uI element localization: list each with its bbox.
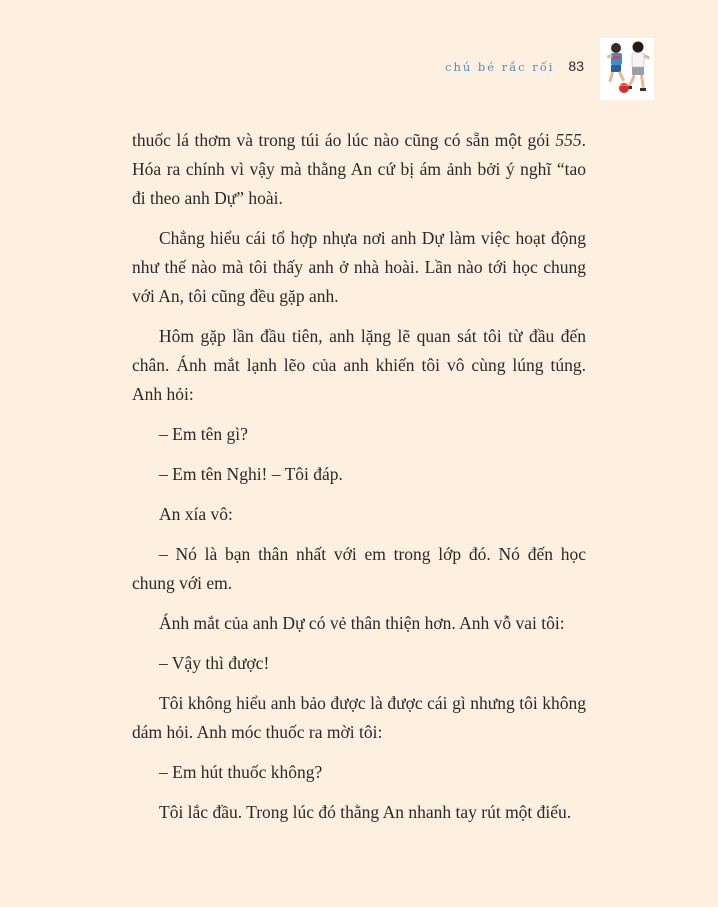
two-boys-playing-ball-icon (600, 38, 654, 100)
dialogue-line: – Em hút thuốc không? (159, 762, 323, 782)
page-body (132, 126, 586, 838)
paragraph: Tôi lắc đầu. Trong lúc đó thằng An nhanh tay rút một điếu. (159, 802, 572, 822)
dialogue-line: – Vậy thì được! (159, 653, 270, 673)
paragraph: An xía vô: (159, 504, 233, 524)
paragraph: Hôm gặp lần đầu tiên, anh lặng lẽ quan sát tôi từ đầu đến chân. Ánh mắt lạnh lẽo của anh khiến tôi vô cùng lúng túng. Anh hỏi: (132, 326, 586, 404)
dialogue-line: – Em tên gì? (159, 424, 248, 444)
page-number: 83 (568, 58, 584, 74)
series-title: chú bé rắc rối (445, 60, 555, 74)
dialogue-line: – Em tên Nghi! – Tôi đáp. (159, 464, 343, 484)
running-header (445, 58, 584, 74)
paragraph: Chẳng hiểu cái tổ hợp nhựa nơi anh Dự làm việc hoạt động như thế nào mà tôi thấy anh ở nhà hoài. Lần nào tới học chung với An, tôi cũng đều gặp anh. (132, 228, 586, 306)
paragraph: Ánh mắt của anh Dự có vẻ thân thiện hơn. Anh vỗ vai tôi: (159, 613, 565, 633)
dialogue-line: – Nó là bạn thân nhất với em trong lớp đó. Nó đến học chung với em. (132, 544, 586, 593)
paragraph: Tôi không hiểu anh bảo được là được cái gì nhưng tôi không dám hỏi. Anh móc thuốc ra mời tôi: (132, 693, 586, 742)
paragraph: thuốc lá thơm và trong túi áo lúc nào cũng có sẵn một gói 555. Hóa ra chính vì vậy mà thằng An cứ bị ám ảnh bởi ý nghĩ “tao đi theo anh Dự” hoài. (132, 130, 586, 208)
